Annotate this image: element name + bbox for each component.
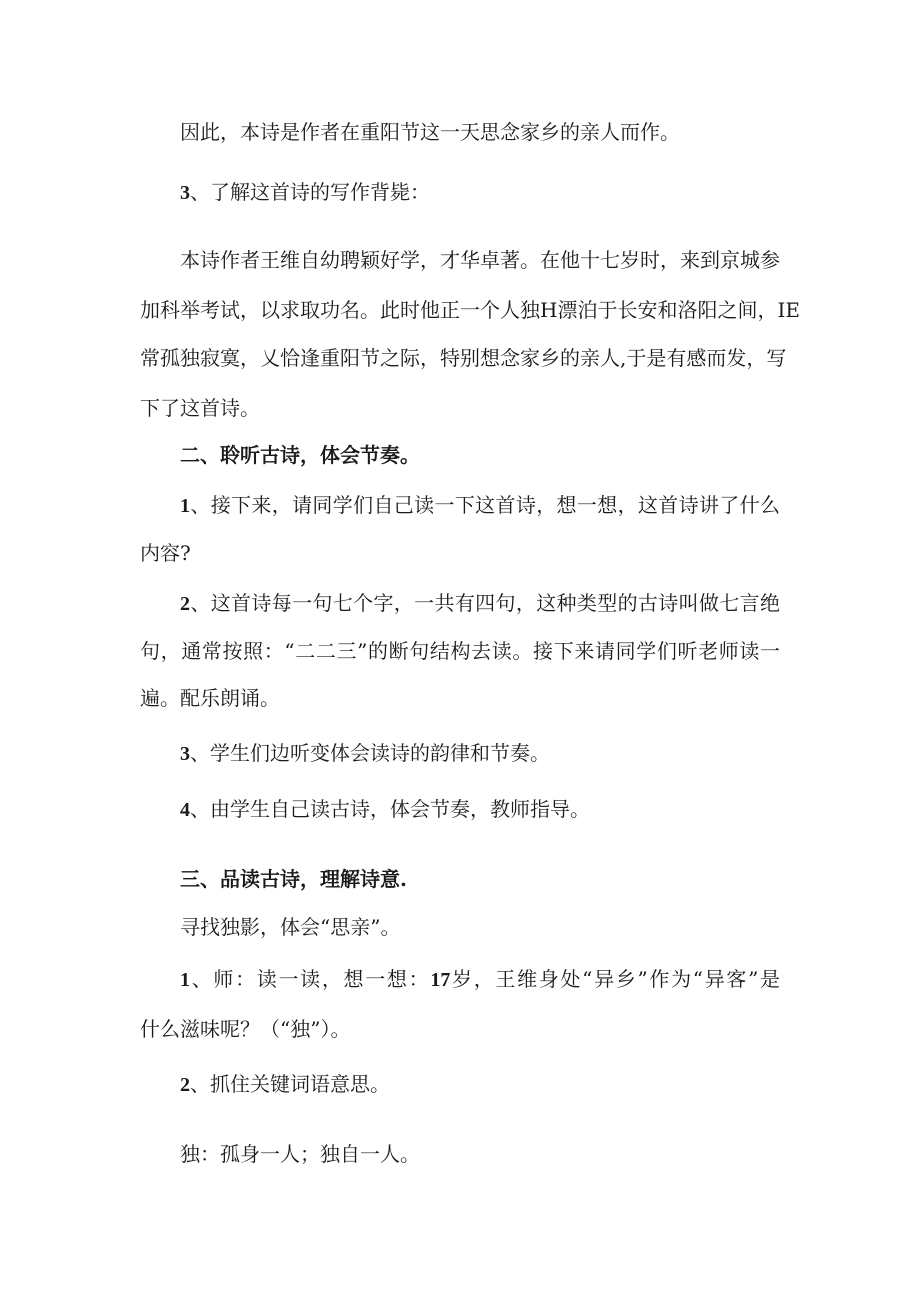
item-text: 、了解这首诗的写作背毙：: [190, 180, 430, 204]
item-number: 1: [180, 495, 190, 517]
item-number: 4: [180, 799, 190, 821]
paragraph-conclusion: 因此，本诗是作者在重阳节这一天思念家乡的亲人而作。: [180, 120, 680, 144]
age-number: 17: [430, 969, 451, 991]
background-line-4: 下了这首诗。: [140, 396, 260, 420]
s2-item-3: [180, 739, 780, 768]
item-number: 3: [180, 743, 190, 765]
s3-item-2: [180, 1070, 780, 1099]
item-number: 3: [180, 182, 190, 204]
item-number: 2: [180, 593, 190, 615]
s3-item-1-line-2: 什么滋味呢？（“独”）。: [140, 1017, 351, 1041]
item-text: 、这首诗每一句七个字，一共有四句，这种类型的古诗叫做七言绝: [190, 591, 780, 615]
s2-item-2-line-2: 句，通常按照：“二二三”的断句结构去读。接下来请同学们听老师读一: [140, 639, 780, 663]
background-line-2: 加科举考试，以求取功名。此时他正一个人独H漂泊于长安和洛阳之间，IE: [140, 298, 800, 322]
s2-item-1-line-2: 内容?: [140, 541, 191, 565]
item-number: 1: [180, 969, 190, 991]
definition-du: 独：孤身一人；独自一人。: [180, 1142, 420, 1166]
item-text: 、师：读一读，想一想：: [190, 967, 431, 991]
item-3-background-heading: [180, 178, 780, 207]
item-text: 、接下来，请同学们自己读一下这首诗，想一想，这首诗讲了什么: [190, 493, 780, 517]
section-3-heading: 三、品读古诗，理解诗意.: [180, 867, 407, 891]
background-line-3: 常孤独寂寞，乂恰逢重阳节之际，特别想念家乡的亲人,于是有感而发，写: [140, 346, 787, 370]
item-text: 岁，王维身处“异乡”作为“异客”是: [450, 967, 781, 991]
item-text: 、由学生自己读古诗，体会节奏，教师指导。: [190, 797, 590, 821]
s2-item-1-line-1: [180, 491, 780, 520]
background-line-1: 本诗作者王维自幼聘颖好学，才华卓著。在他十七岁时，来到京城参: [180, 248, 780, 272]
s2-item-2-line-1: [180, 589, 780, 618]
s2-item-2-line-3: 遍。配乐朗诵。: [140, 686, 280, 710]
s2-item-4: [180, 795, 780, 824]
s3-item-1-line-1: [180, 965, 780, 994]
item-number: 2: [180, 1074, 190, 1096]
item-text: 、抓住关键词语意思。: [190, 1072, 390, 1096]
item-text: 、学生们边听变体会读诗的韵律和节奏。: [190, 741, 550, 765]
s3-intro: 寻找独影，体会“思亲”。: [180, 915, 401, 939]
section-2-heading: 二、聆听古诗，体会节奏。: [180, 443, 420, 467]
